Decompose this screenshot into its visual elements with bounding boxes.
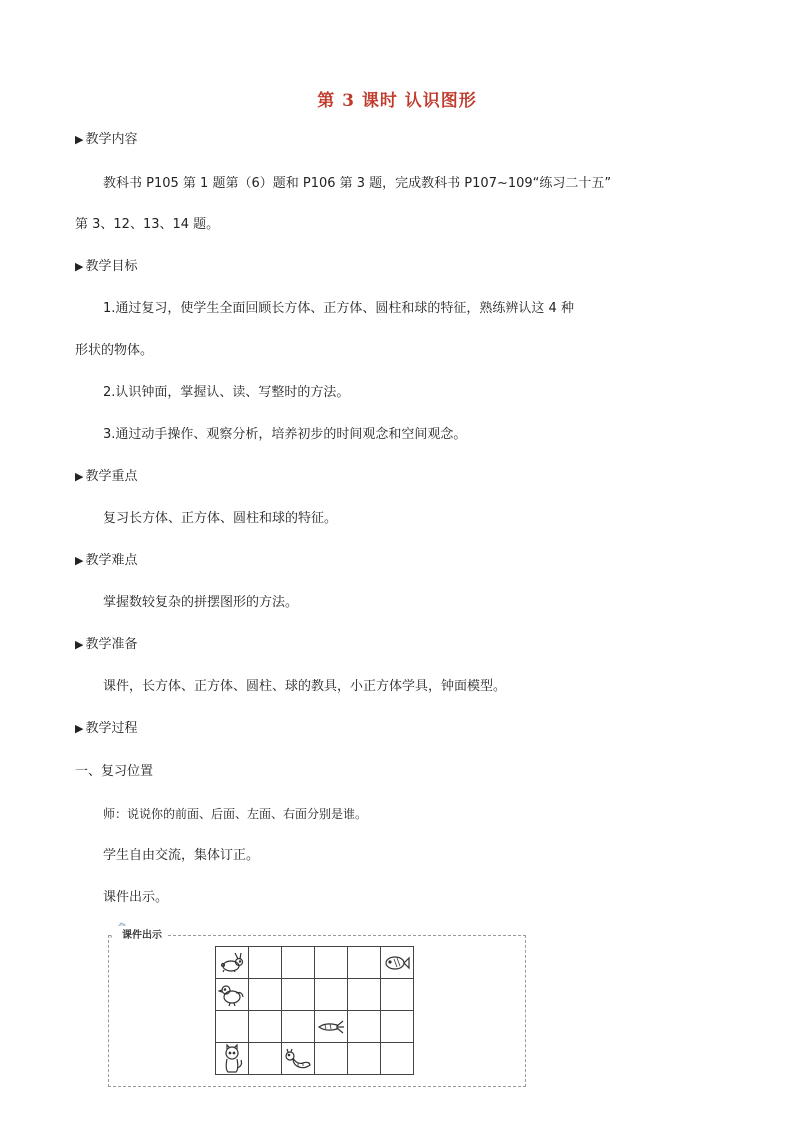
triangle-bullet-icon: ▶ (75, 722, 84, 735)
grid-cell (315, 979, 348, 1011)
grid-cell (381, 1011, 414, 1043)
triangle-bullet-icon: ▶ (75, 133, 84, 146)
teacher-prompt: 师：说说你的前面、后面、左面、右面分别是谁。 (103, 807, 368, 821)
grid-cell (348, 1043, 381, 1075)
grid-cell (381, 1043, 414, 1075)
grid-cell (216, 1043, 249, 1075)
courseware-label: 课件出示 (112, 926, 166, 941)
grid-cell (216, 979, 249, 1011)
grid-row (216, 979, 414, 1011)
grid-cell (348, 947, 381, 979)
grid-cell (249, 947, 282, 979)
grid-cell (381, 947, 414, 979)
show-text: 课件出示。 (103, 890, 169, 905)
lesson-title: 第 3 课时 认识图形 (317, 91, 477, 111)
key-point-text: 复习长方体、正方体、圆柱和球的特征。 (103, 511, 338, 526)
grid-cell (282, 1011, 315, 1043)
grid-cell (315, 1011, 348, 1043)
prep-text: 课件，长方体、正方体、圆柱、球的教具，小正方体学具，钟面模型。 (103, 679, 507, 694)
animal-position-grid (215, 946, 414, 1075)
fish-icon (381, 951, 413, 975)
section-heading-difficult: ▶ 教学难点 (75, 553, 138, 568)
caterpillar-icon (282, 1048, 314, 1070)
grid-cell (348, 1011, 381, 1043)
section-heading-prep: ▶ 教学准备 (75, 637, 138, 652)
grid-cell (216, 1011, 249, 1043)
content-text-line1: 教科书 P105 第 1 题第（6）题和 P106 第 3 题，完成教科书 P107~109“练习二十五” (103, 176, 612, 191)
section-heading-goals: ▶ 教学目标 (75, 259, 138, 274)
process-part-1-title: 一、复习位置 (75, 764, 154, 779)
triangle-bullet-icon: ▶ (75, 638, 84, 651)
students-text: 学生自由交流，集体订正。 (103, 848, 260, 863)
grid-cell (216, 947, 249, 979)
carrot-icon (315, 1017, 347, 1037)
grid-cell (282, 1043, 315, 1075)
section-heading-process: ▶ 教学过程 (75, 721, 138, 736)
grid-cell (282, 979, 315, 1011)
difficult-point-text: 掌握数较复杂的拼摆图形的方法。 (103, 595, 299, 610)
goal-item-1-line2: 形状的物体。 (75, 343, 154, 358)
goal-item-3: 3.通过动手操作、观察分析，培养初步的时间观念和空间观念。 (103, 427, 467, 442)
grid-cell (381, 979, 414, 1011)
grid-cell (315, 1043, 348, 1075)
triangle-bullet-icon: ▶ (75, 470, 84, 483)
grid-row (216, 947, 414, 979)
content-text-line2: 第 3、12、13、14 题。 (75, 217, 220, 232)
grid-cell (282, 947, 315, 979)
triangle-bullet-icon: ▶ (75, 260, 84, 273)
section-heading-content: ▶ 教学内容 (75, 132, 138, 147)
section-heading-key: ▶ 教学重点 (75, 469, 138, 484)
goal-item-1-line1: 1.通过复习，使学生全面回顾长方体、正方体、圆柱和球的特征，熟练辨认这 4 种 (103, 301, 574, 316)
grid-cell (249, 1011, 282, 1043)
grid-cell (348, 979, 381, 1011)
rabbit-icon (216, 951, 248, 975)
grid-cell (249, 1043, 282, 1075)
grid-cell (315, 947, 348, 979)
grid-cell (249, 979, 282, 1011)
grid-row (216, 1043, 414, 1075)
grid-row (216, 1011, 414, 1043)
cat-icon (216, 1044, 248, 1074)
triangle-bullet-icon: ▶ (75, 554, 84, 567)
bird-icon (216, 983, 248, 1007)
goal-item-2: 2.认识钟面，掌握认、读、写整时的方法。 (103, 385, 350, 400)
